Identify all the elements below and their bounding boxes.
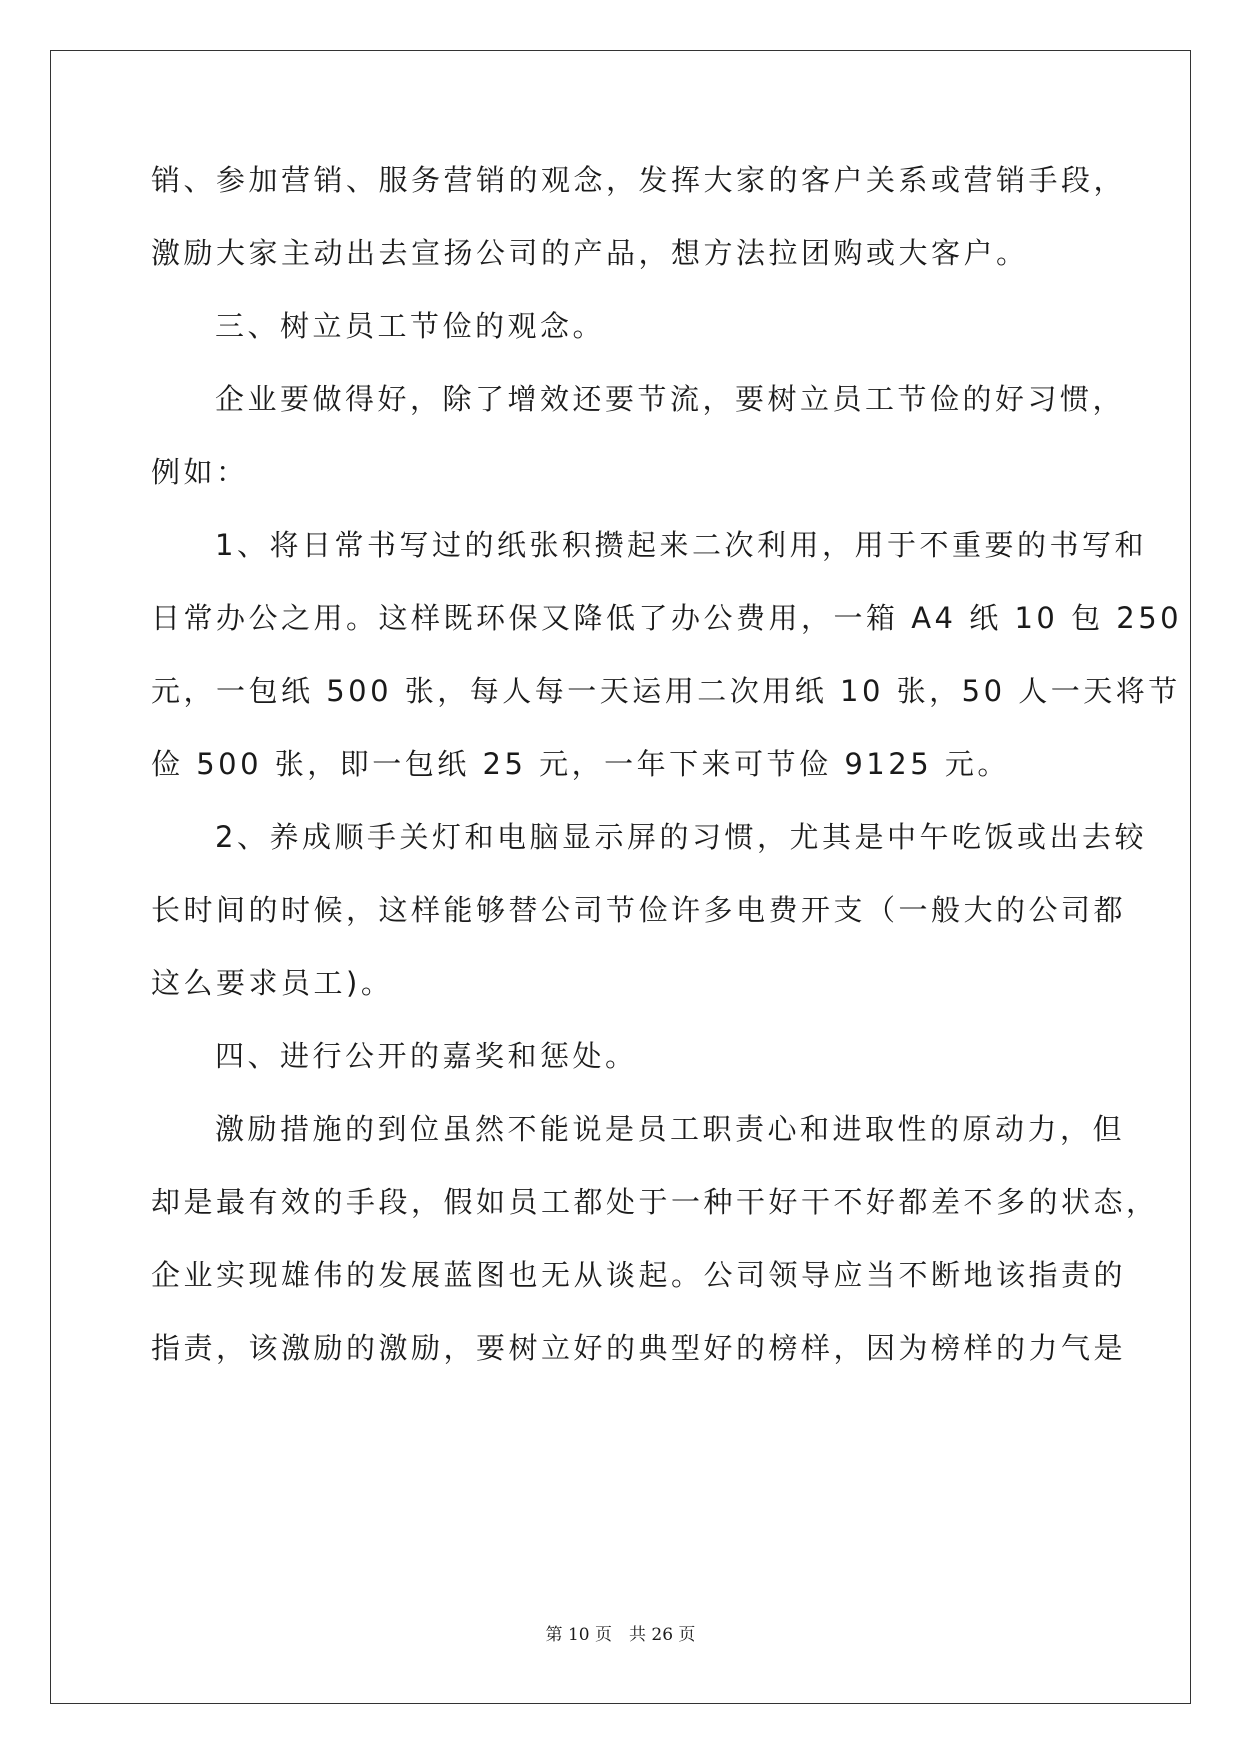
text-line: 指责，该激励的激励，要树立好的典型好的榜样，因为榜样的力气是: [151, 1331, 1127, 1365]
text-line: 例如：: [151, 455, 249, 489]
text-line: 激励措施的到位虽然不能说是员工职责心和进取性的原动力，但: [215, 1112, 1126, 1146]
page-footer: 第 10 页 共 26 页: [545, 1625, 696, 1645]
text-line: 却是最有效的手段，假如员工都处于一种干好干不好都差不多的状态，: [151, 1185, 1159, 1219]
page-border: [50, 50, 1191, 1704]
text-line: 元，一包纸 500 张，每人每一天运用二次用纸 10 张，50 人一天将节: [151, 674, 1181, 708]
text-line: 俭 500 张，即一包纸 25 元，一年下来可节俭 9125 元。: [151, 747, 1010, 781]
section-heading: 三、树立员工节俭的观念。: [215, 309, 606, 343]
text-line: 这么要求员工)。: [151, 966, 394, 1000]
text-line: 企业要做得好，除了增效还要节流，要树立员工节俭的好习惯，: [215, 382, 1126, 416]
text-line: 长时间的时候，这样能够替公司节俭许多电费开支（一般大的公司都: [151, 893, 1127, 927]
text-line: 日常办公之用。这样既环保又降低了办公费用，一箱 A4 纸 10 包 250: [151, 601, 1183, 635]
text-line: 激励大家主动出去宣扬公司的产品，想方法拉团购或大客户。: [151, 236, 1029, 270]
section-heading: 四、进行公开的嘉奖和惩处。: [215, 1039, 638, 1073]
text-line: 1、将日常书写过的纸张积攒起来二次利用，用于不重要的书写和: [215, 528, 1147, 562]
text-line: 销、参加营销、服务营销的观念，发挥大家的客户关系或营销手段，: [151, 163, 1127, 197]
text-line: 企业实现雄伟的发展蓝图也无从谈起。公司领导应当不断地该指责的: [151, 1258, 1127, 1292]
text-line: 2、养成顺手关灯和电脑显示屏的习惯，尤其是中午吃饭或出去较: [215, 820, 1147, 854]
